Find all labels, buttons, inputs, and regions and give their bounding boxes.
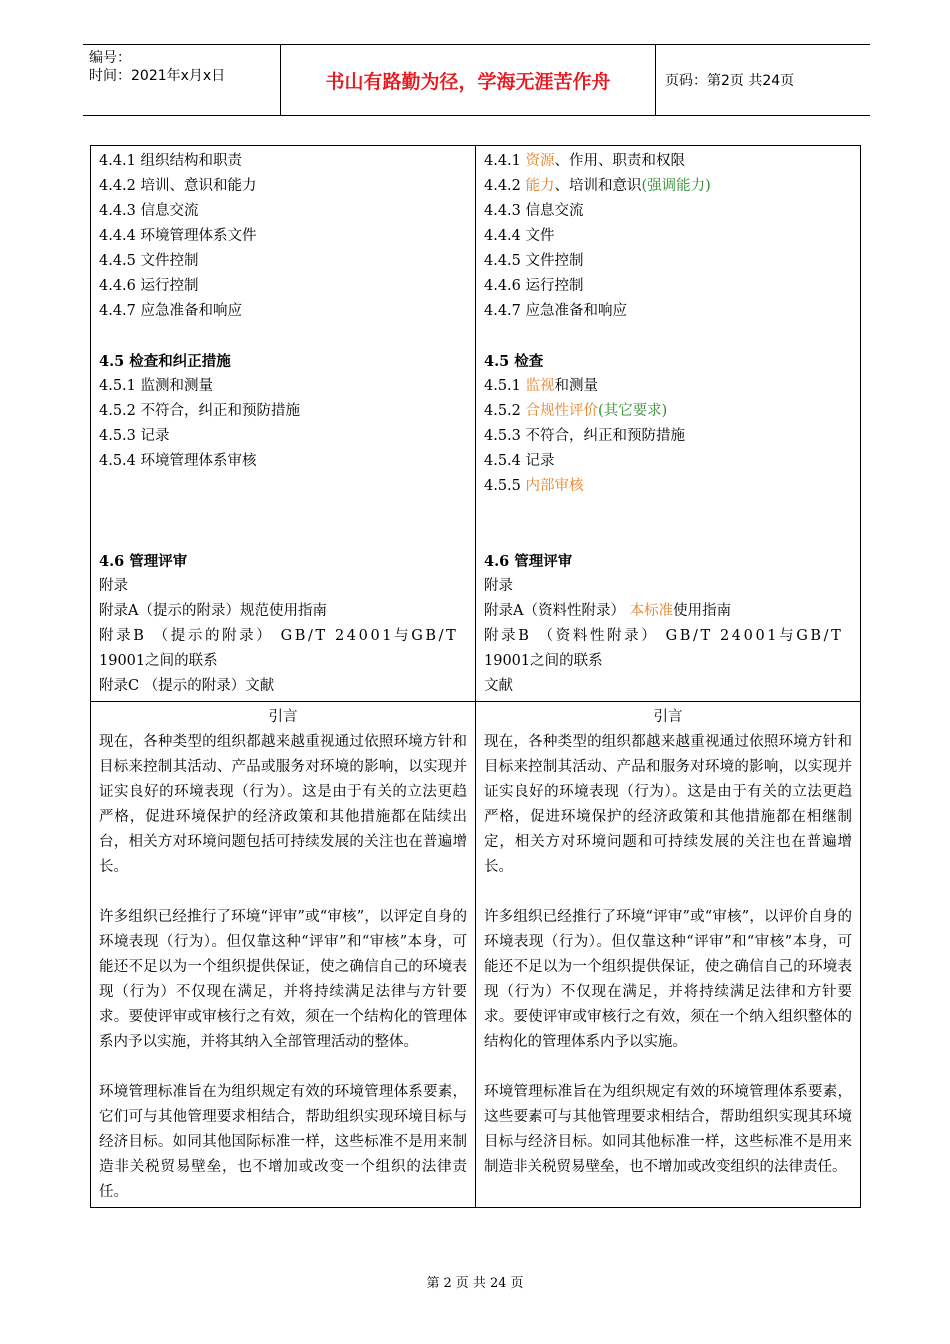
toc-text: 和测量 — [554, 378, 599, 394]
section-heading: 4.6 管理评审 — [484, 553, 573, 570]
toc-line — [484, 399, 852, 424]
intro-paragraph: 现在，各种类型的组织都越来越重视通过依照环境方针和目标来控制其活动、产品或服务对环境的影响，以实现并证实良好的环境表现（行为）。这是由于有关的立法更趋严格，促进环境保护的经济政策和其他措施都在陆续出台，相关方对环境问题包括可持续发展的关注也在普遍增长。 — [99, 734, 467, 875]
doc-time-label: 时间：2021年x月x日 — [89, 68, 226, 84]
highlight-changed: 能力 — [525, 178, 555, 194]
toc-number: 4.4.2 — [484, 178, 526, 194]
toc-line: 4.4.2 培训、意识和能力 — [99, 178, 257, 194]
appendix-line — [484, 599, 852, 624]
spacer — [484, 499, 852, 524]
spacer — [99, 1055, 467, 1080]
header-meta — [83, 45, 281, 115]
toc-line: 4.4.1 组织结构和职责 — [99, 153, 243, 169]
intro-paragraph: 现在，各种类型的组织都越来越重视通过依照环境方针和目标来控制其活动、产品和服务对环境的影响，以实现并证实良好的环境表现（行为）。这是由于有关的立法更趋严格，促进环境保护的经济政策和其他措施都在相继制定，相关方对环境问题和可持续发展的关注也在普遍增长。 — [484, 734, 852, 875]
highlight-note: (其它要求) — [598, 403, 668, 419]
spacer — [99, 324, 467, 349]
appendix-line: 附录A（提示的附录）规范使用指南 — [99, 603, 327, 619]
toc-line: 4.5.4 记录 — [484, 453, 555, 469]
highlight-changed: 合规性评价 — [525, 403, 599, 419]
appendix-line: 19001之间的联系 — [484, 653, 603, 669]
page-header — [83, 44, 870, 116]
spacer — [99, 880, 467, 905]
appendix-line: 附录B （资料性附录） GB/T 24001与GB/T — [484, 628, 844, 644]
toc-line: 4.4.6 运行控制 — [484, 278, 584, 294]
intro-title: 引言 — [653, 709, 683, 725]
appendix-text: 附录A（资料性附录） — [484, 603, 630, 619]
toc-number: 4.5.5 — [484, 478, 526, 494]
spacer — [484, 1055, 852, 1080]
spacer — [99, 499, 467, 524]
highlight-changed: 内部审核 — [525, 478, 584, 494]
footer-text: 页 共 — [455, 1276, 486, 1291]
section-heading: 4.6 管理评审 — [99, 553, 188, 570]
highlight-note: (强调能力) — [641, 178, 711, 194]
footer-page-number: 2 — [443, 1276, 452, 1291]
spacer — [484, 880, 852, 905]
right-intro-cell — [476, 702, 861, 1208]
header-page-label: 页码：第2页 共24页 — [665, 73, 795, 89]
intro-row — [91, 702, 861, 1208]
toc-number: 4.5.1 — [484, 378, 526, 394]
toc-line: 4.5.2 不符合，纠正和预防措施 — [99, 403, 301, 419]
header-motto: 书山有路勤为径，学海无涯苦作舟 — [281, 45, 656, 115]
intro-paragraph: 许多组织已经推行了环境“评审”或“审核”，以评价自身的环境表现（行为）。但仅靠这种“评审”和“审核”本身，可能还不足以为一个组织提供保证，使之确信自己的环境表现（行为）不仅现在满足，并将持续满足法律和方针要求。要使评审或审核行之有效，须在一个纳入组织整体的结构化的管理体系内予以实施。 — [484, 909, 852, 1050]
highlight-changed: 本标准 — [629, 603, 674, 619]
spacer — [484, 524, 852, 549]
toc-line — [484, 174, 852, 199]
left-intro-cell — [91, 702, 476, 1208]
page-footer — [0, 1272, 950, 1291]
comparison-table — [90, 145, 861, 1208]
right-toc-cell — [476, 146, 861, 702]
footer-text: 页 — [510, 1276, 524, 1291]
appendix-line: 附录B （提示的附录） GB/T 24001与GB/T — [99, 628, 459, 644]
toc-line: 4.5.4 环境管理体系审核 — [99, 453, 257, 469]
toc-line: 4.5.3 记录 — [99, 428, 170, 444]
toc-number: 4.5.2 — [484, 403, 526, 419]
intro-paragraph: 环境管理标准旨在为组织规定有效的环境管理体系要素，它们可与其他管理要求相结合，帮助组织实现环境目标与经济目标。如同其他国际标准一样，这些标准不是用来制造非关税贸易壁垒，也不增加或改变一个组织的法律责任。 — [99, 1084, 467, 1200]
left-toc-cell — [91, 146, 476, 702]
appendix-text: 使用指南 — [673, 603, 732, 619]
toc-line — [484, 374, 852, 399]
intro-paragraph: 许多组织已经推行了环境“评审”或“审核”，以评定自身的环境表现（行为）。但仅靠这种“评审”和“审核”本身，可能还不足以为一个组织提供保证，使之确信自己的环境表现（行为）不仅现在满足，并将持续满足法律与方针要求。要使评审或审核行之有效，须在一个结构化的管理体系内予以实施，并将其纳入全部管理活动的整体。 — [99, 909, 467, 1050]
appendix-line: 19001之间的联系 — [99, 653, 218, 669]
toc-row — [91, 146, 861, 702]
toc-text: 、作用、职责和权限 — [554, 153, 686, 169]
footer-text: 第 — [426, 1276, 440, 1291]
footer-total-pages: 24 — [489, 1276, 507, 1291]
toc-line: 4.4.7 应急准备和响应 — [99, 303, 243, 319]
spacer — [484, 324, 852, 349]
appendix-line: 附录 — [99, 578, 128, 594]
toc-line: 4.4.7 应急准备和响应 — [484, 303, 628, 319]
spacer — [99, 474, 467, 499]
highlight-changed: 资源 — [525, 153, 555, 169]
section-heading: 4.5 检查和纠正措施 — [99, 353, 231, 370]
appendix-line: 附录C （提示的附录）文献 — [99, 678, 275, 694]
intro-title: 引言 — [268, 709, 298, 725]
toc-line — [484, 474, 852, 499]
toc-line: 4.5.3 不符合，纠正和预防措施 — [484, 428, 686, 444]
toc-line: 4.4.4 文件 — [484, 228, 555, 244]
toc-line: 4.4.5 文件控制 — [484, 253, 584, 269]
appendix-line: 附录 — [484, 578, 513, 594]
section-heading: 4.5 检查 — [484, 353, 544, 370]
appendix-line: 文献 — [484, 678, 513, 694]
spacer — [99, 524, 467, 549]
toc-line: 4.4.3 信息交流 — [99, 203, 199, 219]
toc-line: 4.4.4 环境管理体系文件 — [99, 228, 257, 244]
toc-text: 、培训和意识 — [554, 178, 642, 194]
toc-number: 4.4.1 — [484, 153, 526, 169]
doc-number-label: 编号： — [89, 50, 131, 66]
toc-line: 4.4.5 文件控制 — [99, 253, 199, 269]
toc-line: 4.5.1 监测和测量 — [99, 378, 214, 394]
toc-line — [484, 149, 852, 174]
intro-paragraph: 环境管理标准旨在为组织规定有效的环境管理体系要素，这些要素可与其他管理要求相结合，帮助组织实现其环境目标与经济目标。如同其他标准一样，这些标准不是用来制造非关税贸易壁垒，也不增加或改变组织的法律责任。 — [484, 1084, 852, 1175]
toc-line: 4.4.6 运行控制 — [99, 278, 199, 294]
toc-line: 4.4.3 信息交流 — [484, 203, 584, 219]
highlight-changed: 监视 — [525, 378, 555, 394]
